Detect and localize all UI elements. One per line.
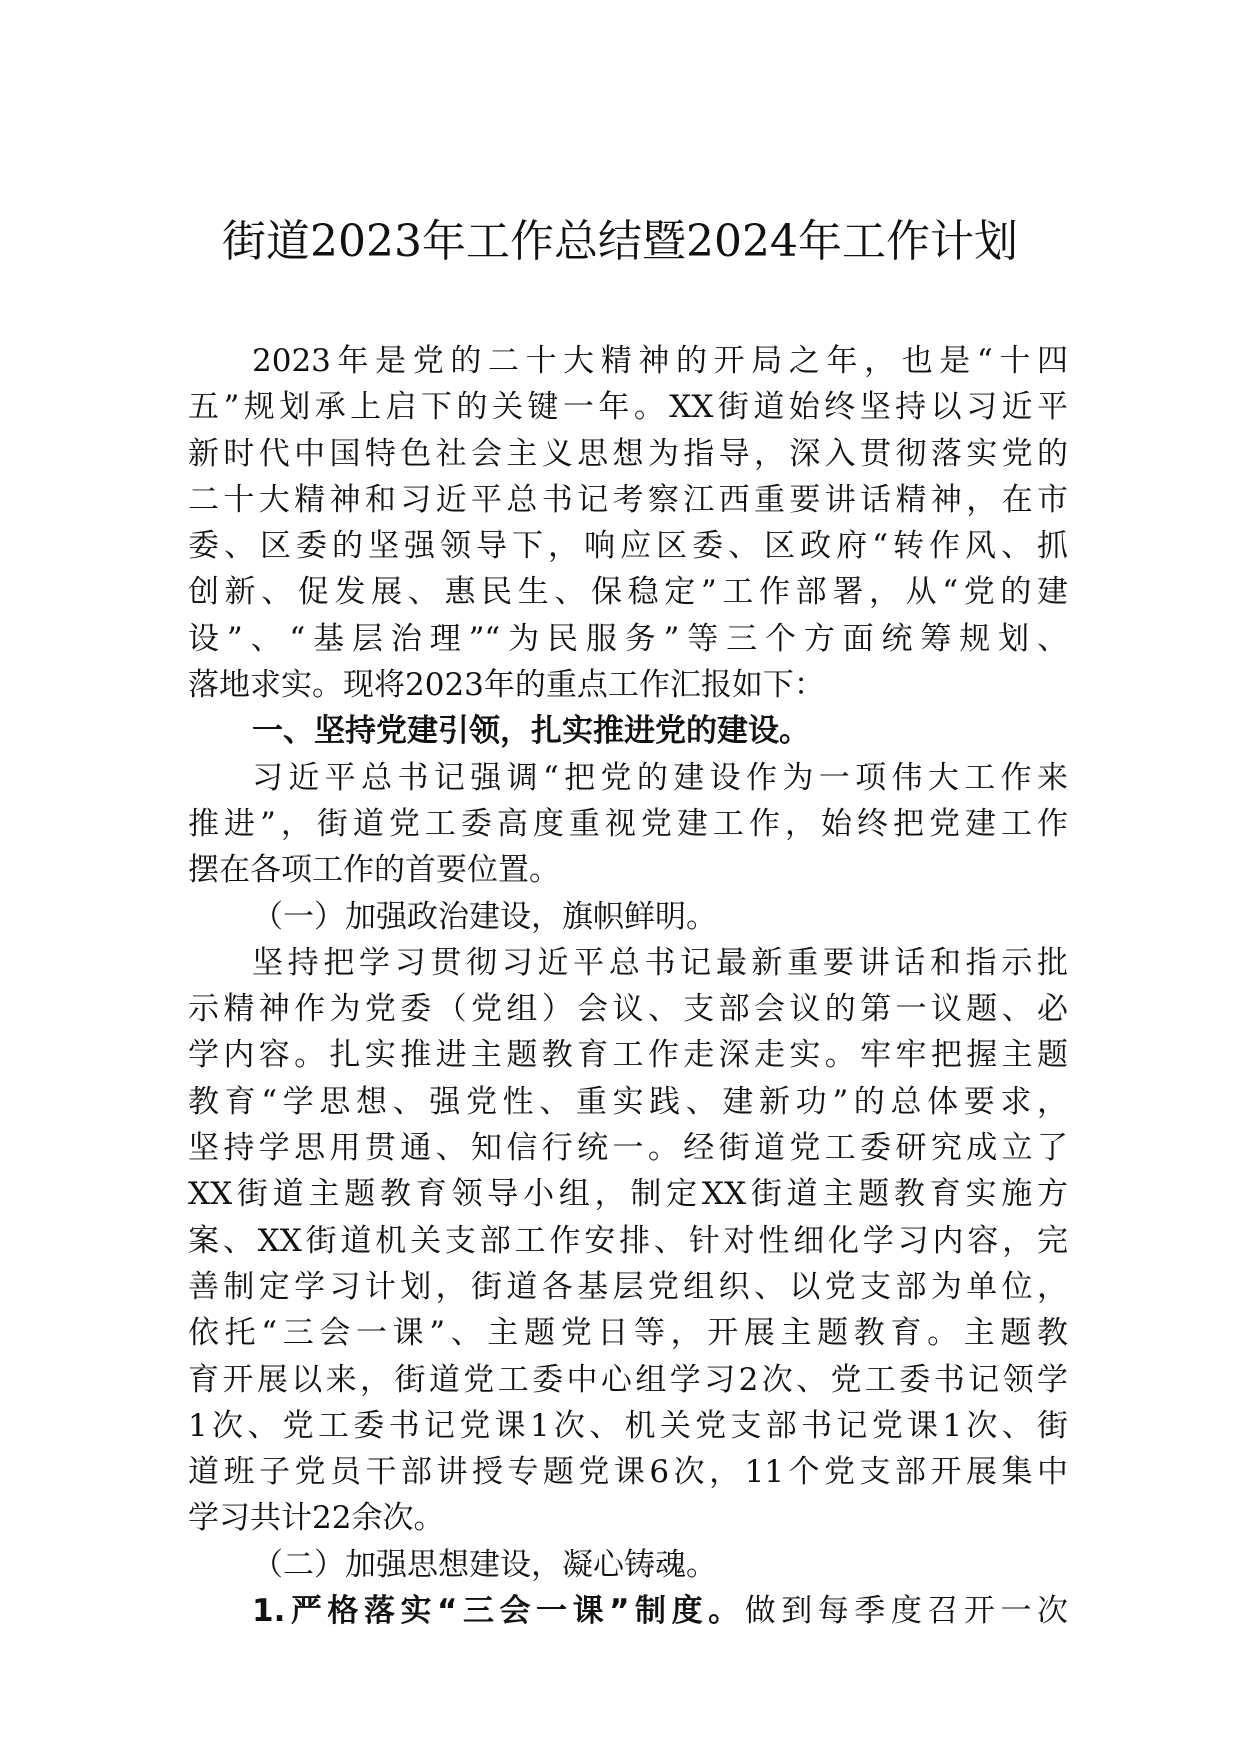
paragraph-line: 育开展以来，街道党工委中心组学习2次、党工委书记领学 bbox=[188, 1361, 1068, 1398]
paragraph-line: 习近平总书记强调“把党的建设作为一项伟大工作来 bbox=[252, 759, 1068, 796]
document-body bbox=[188, 338, 1068, 1634]
subsection-heading: （一）加强政治建设，旗帜鲜明。 bbox=[252, 898, 717, 935]
paragraph-line: 设”、“基层治理”“为民服务”等三个方面统筹规划、 bbox=[188, 620, 1068, 657]
paragraph-line: 示精神作为党委（党组）会议、支部会议的第一议题、必 bbox=[188, 991, 1068, 1028]
paragraph-line: 教育“学思想、强党性、重实践、建新功”的总体要求， bbox=[188, 1083, 1068, 1120]
subsection-heading: （二）加强思想建设，凝心铸魂。 bbox=[252, 1546, 717, 1583]
paragraph-line: 依托“三会一课”、主题党日等，开展主题教育。主题教 bbox=[188, 1315, 1068, 1352]
paragraph-line: 学习共计22余次。 bbox=[188, 1500, 445, 1537]
paragraph-line: 道班子党员干部讲授专题党课6次，11个党支部开展集中 bbox=[188, 1454, 1068, 1491]
paragraph-line: 1次、党工委书记党课1次、机关党支部书记党课1次、街 bbox=[188, 1407, 1068, 1444]
paragraph-line: 2023年是党的二十大精神的开局之年，也是“十四 bbox=[252, 343, 1068, 379]
paragraph-line: 学内容。扎实推进主题教育工作走深走实。牢牢把握主题 bbox=[188, 1037, 1068, 1074]
paragraph-line: 创新、促发展、惠民生、保稳定”工作部署，从“党的建 bbox=[188, 574, 1068, 611]
paragraph-line: 二十大精神和习近平总书记考察江西重要讲话精神，在市 bbox=[188, 481, 1068, 518]
paragraph-line: 善制定学习计划，街道各基层党组织、以党支部为单位， bbox=[188, 1268, 1068, 1305]
bold-lead-text: 1.严格落实“三会一课”制度。 bbox=[252, 1593, 745, 1630]
paragraph-line: 推进”，街道党工委高度重视党建工作，始终把党建工作 bbox=[188, 805, 1068, 842]
paragraph-line: 委、区委的坚强领导下，响应区委、区政府“转作风、抓 bbox=[188, 528, 1068, 565]
paragraph-line: 五”规划承上启下的关键一年。XX街道始终坚持以习近平 bbox=[188, 389, 1068, 426]
paragraph-line: 落地求实。现将2023年的重点工作汇报如下： bbox=[188, 667, 825, 704]
paragraph-line: 新时代中国特色社会主义思想为指导，深入贯彻落实党的 bbox=[188, 435, 1068, 472]
paragraph-line: 案、XX街道机关支部工作安排、针对性细化学习内容，完 bbox=[188, 1222, 1068, 1259]
paragraph-line: 摆在各项工作的首要位置。 bbox=[188, 852, 560, 889]
paragraph-rest-text: 做到每季度召开一次 bbox=[744, 1593, 1069, 1630]
document-title: 街道2023年工作总结暨2024年工作计划 bbox=[222, 216, 1018, 267]
paragraph-line: 坚持学思用贯通、知信行统一。经街道党工委研究成立了 bbox=[188, 1130, 1068, 1167]
paragraph-line-with-bold-lead bbox=[188, 1588, 1068, 1634]
paragraph-line: 坚持把学习贯彻习近平总书记最新重要讲话和指示批 bbox=[252, 944, 1068, 981]
paragraph-line: XX街道主题教育领导小组，制定XX街道主题教育实施方 bbox=[188, 1176, 1068, 1213]
section-heading: 一、坚持党建引领，扎实推进党的建设。 bbox=[252, 713, 810, 750]
